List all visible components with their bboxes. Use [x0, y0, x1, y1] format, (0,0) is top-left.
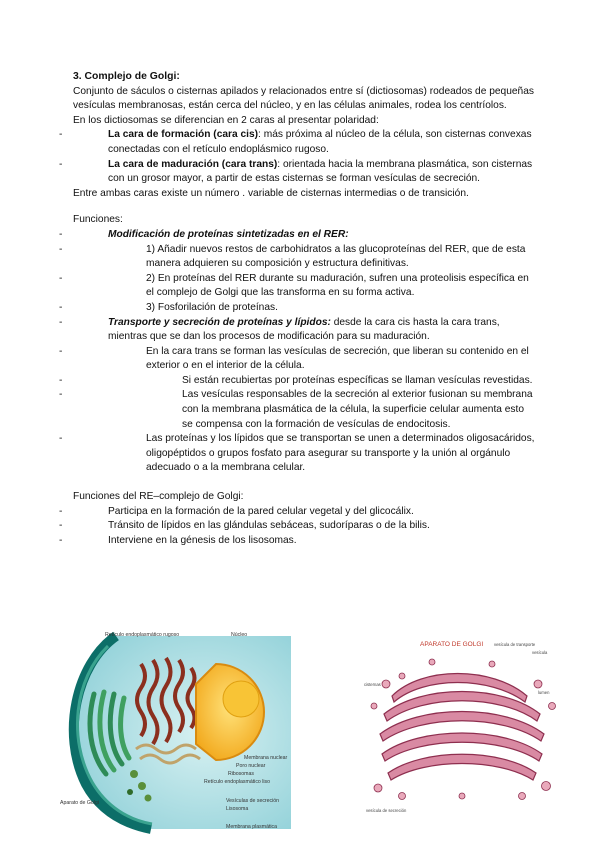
list-item-text: En la cara trans se forman las vesículas de secreción, que liberan su contenido en el exterior o en el interior de la célula.: [146, 345, 529, 372]
nucleolus: [223, 681, 259, 717]
dash-bullet: -: [59, 272, 63, 284]
label-membrana-plasmatica: Membrana plasmática: [226, 824, 278, 830]
dash-bullet: -: [59, 243, 63, 255]
label-golgi: Aparato de Golgi: [60, 800, 99, 806]
function-transport: [59, 316, 535, 345]
face-item-cis: [59, 128, 535, 157]
dash-bullet: -: [59, 520, 63, 532]
dash-bullet: -: [59, 374, 63, 386]
list-item-text: Si están recubiertas por proteínas específicas se llaman vesículas revestidas.: [182, 374, 533, 386]
list-item: [59, 534, 535, 549]
intro-paragraph: Conjunto de sáculos o cisternas apilados y relacionados entre sí (dictiosomas) rodeados de pequeñas vesículas membranosas, están cerca del núcleo, y en las células animales, rodea los centríolos.: [73, 85, 534, 112]
label-membrana-nuclear: Membrana nuclear: [244, 755, 288, 761]
list-item-text: Tránsito de lípidos en las glándulas sebáceas, sudoríparas o de la bilis.: [108, 520, 430, 532]
label-right: lumen: [538, 690, 550, 695]
label-left: cisternas: [364, 682, 381, 687]
list-item-text: Las proteínas y los lípidos que se transportan se unen a determinados oligosacáridos, oligopéptidos o grupos fosfato para asegurar su transporte y la unión al orgánulo adecuado o a la membrana celular.: [146, 433, 535, 474]
label-top-left: vesícula de transporte: [494, 642, 536, 647]
dash-bullet: -: [59, 505, 63, 517]
list-item: [59, 345, 535, 374]
function-title: Transporte y secreción de proteínas y lípidos:: [108, 316, 331, 328]
dash-bullet: -: [59, 534, 63, 546]
function-modification: [59, 228, 535, 243]
list-item-text: 1) Añadir nuevos restos de carbohidratos a las glucoproteínas del RER, que de esta manera adquieren su composición y estructura definitivas.: [146, 243, 526, 270]
golgi-diagram: [362, 636, 562, 816]
list-item: [59, 519, 535, 534]
label-rer: Retículo endoplasmático rugoso: [105, 632, 180, 638]
list-item: [59, 243, 535, 272]
section-title: 3. Complejo de Golgi:: [73, 71, 180, 82]
dash-bullet: -: [59, 228, 63, 240]
dash-bullet: -: [59, 345, 63, 357]
list-item: [59, 272, 535, 301]
list-item-text: 2) En proteínas del RER durante su maduración, sufren una proteolisis específica en el complejo de Golgi que las transforma en su forma activa.: [146, 272, 529, 299]
list-item-text: Participa en la formación de la pared celular vegetal y del glicocálix.: [108, 505, 414, 517]
label-ribosomas: Ribosomas: [228, 771, 254, 777]
label-nucleo: Núcleo: [231, 632, 248, 638]
list-item-text: 3) Fosforilación de proteínas.: [146, 301, 278, 313]
list-item: [59, 374, 535, 389]
list-item-text: Interviene en la génesis de los lisosomas.: [108, 534, 297, 546]
document-body: [59, 70, 535, 548]
dash-bullet: -: [59, 301, 63, 313]
label-vesiculas: Vesículas de secreción: [226, 798, 280, 804]
label-rel: Retículo endoplasmático liso: [204, 779, 271, 785]
face-text: : orientada hacia la membrana plasmática, son cisternas con un grosor mayor, a partir de estas cisternas se forman vesículas de secreción.: [108, 158, 533, 185]
function-title: Modificación de proteínas sintetizadas en el RER:: [108, 228, 349, 240]
golgi-cisternae: [380, 674, 544, 781]
label-bottom: vesícula de secreción: [366, 808, 407, 813]
label-top-right: vesícula: [532, 650, 548, 655]
golgi-figure-title: APARATO DE GOLGI: [420, 641, 484, 648]
list-item: [59, 388, 535, 432]
dash-bullet: -: [59, 433, 63, 445]
function-text: desde la cara cis hasta la cara trans, mientras que se dan los procesos de modificación para su maduración.: [108, 316, 500, 343]
label-lisosoma: Lisosoma: [226, 806, 249, 812]
list-item: [59, 301, 535, 316]
dash-bullet: -: [59, 316, 63, 328]
face-term: La cara de formación (cara cis): [108, 129, 259, 141]
functions-heading: Funciones:: [73, 214, 123, 226]
re-golgi-heading: Funciones del RE–complejo de Golgi:: [73, 491, 244, 503]
dash-bullet: -: [59, 129, 63, 141]
dash-bullet: -: [59, 389, 63, 401]
between-paragraph: Entre ambas caras existe un número . variable de cisternas intermedias o de transición.: [73, 187, 469, 199]
face-item-trans: [59, 158, 535, 187]
label-poro-nuclear: Poro nuclear: [236, 763, 266, 769]
list-item: [59, 432, 535, 476]
list-item-text: Las vesículas responsables de la secreción al exterior fusionan su membrana con la membrana plasmática de la célula, la superficie celular aumenta esto se compensa con la formación de vesículas de endocitosis.: [182, 389, 533, 430]
face-term: La cara de maduración (cara trans): [108, 158, 278, 170]
face-text: : más próxima al núcleo de la célula, son cisternas convexas conectadas con el retículo endoplásmico rugoso.: [108, 129, 532, 155]
dash-bullet: -: [59, 158, 63, 170]
list-item: [59, 505, 535, 520]
cell-diagram: [56, 624, 306, 834]
faces-intro: En los dictiosomas se diferencian en 2 caras al presentar polaridad:: [73, 114, 379, 126]
